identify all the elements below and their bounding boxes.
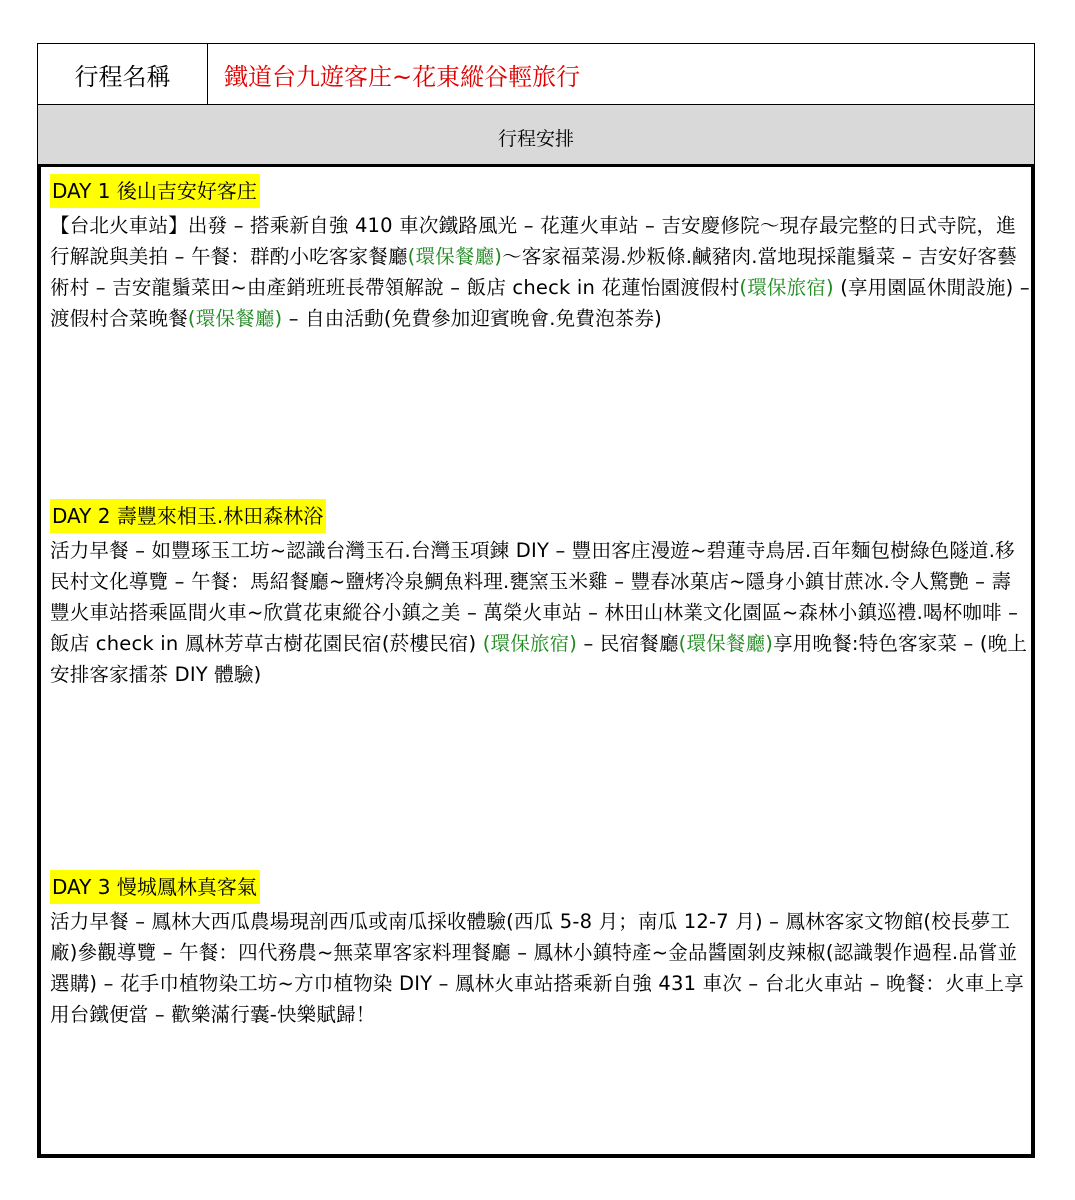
day-1-text: – 自由活動(免費參加迎賓晚會.免費泡茶券): [282, 307, 662, 330]
day-2-text: 享用晚餐:特色客家菜 – (晚上安排客家擂茶 DIY 體驗): [50, 632, 1028, 686]
day-3-heading: DAY 3 慢城鳳林真客氣: [50, 870, 260, 904]
day-1-eco-tag: (環保旅宿): [739, 276, 834, 299]
day-2-eco-tag: (環保餐廳): [678, 632, 774, 655]
day-3-description: [50, 906, 1030, 1030]
day-2-heading: DAY 2 壽豐來相玉.林田森林浴: [50, 499, 326, 533]
day-2-eco-tag: (環保旅宿): [482, 632, 578, 655]
itinerary-name-value: 鐵道台九遊客庄~花東縱谷輕旅行: [224, 62, 581, 91]
day-2-text: – 民宿餐廳: [577, 632, 679, 655]
schedule-content: [38, 167, 1034, 1157]
day-1-text: (享用園區休閒設施) – 渡假村合菜晚餐: [50, 276, 1030, 330]
day-1-text: 【台北火車站】出發 – 搭乘新自強 410 車次鐵路風光 – 花蓮火車站 – 吉安慶修院～現存最完整的日式寺院，進行解說與美拍 – 午餐：群酌小吃客家餐廳: [50, 214, 1016, 268]
day-1-block: [50, 174, 1030, 334]
day-1-heading: DAY 1 後山吉安好客庄: [50, 174, 260, 208]
itinerary-name-row: [38, 44, 1034, 105]
schedule-section-header: 行程安排: [38, 105, 1034, 167]
day-2-description: [50, 535, 1030, 690]
day-2-block: [50, 499, 1030, 690]
day-1-description: [50, 210, 1030, 334]
day-3-text: 活力早餐 – 鳳林大西瓜農場現剖西瓜或南瓜採收體驗(西瓜 5-8 月；南瓜 12-7 月) – 鳳林客家文物館(校長夢工廠)參觀導覽 – 午餐：四代務農~無菜單客家料理餐廳 – 鳳林小鎮特產~金品醬園剝皮辣椒(認識製作過程.品嘗並選購) – 花手巾植物染工坊~方巾植物染 DIY – 鳳林火車站搭乘新自強 431 車次 – 台北火車站 – 晚餐：火車上享用台鐵便當 – 歡樂滿行囊-快樂賦歸！: [50, 910, 1024, 1026]
itinerary-name-label: 行程名稱: [38, 44, 208, 104]
day-1-eco-tag: (環保餐廳): [407, 245, 503, 268]
day-1-text: ～客家福菜湯.炒粄條.鹹豬肉.當地現採龍鬚菜 – 吉安好客藝術村 – 吉安龍鬚菜田~由產銷班班長帶領解說 – 飯店 check in 花蓮怡園渡假村: [50, 245, 1017, 299]
day-2-text: 活力早餐 – 如豐琢玉工坊~認識台灣玉石.台灣玉項鍊 DIY – 豐田客庄漫遊~碧蓮寺鳥居.百年麵包樹綠色隧道.移民村文化導覽 – 午餐：馬紹餐廳~鹽烤冷泉鯛魚料理.甕窯玉米雞 – 豐春冰菓店~隱身小鎮甘蔗冰.令人驚艷 – 壽豐火車站搭乘區間火車~欣賞花東縱谷小鎮之美 – 萬榮火車站 – 林田山林業文化園區~森林小鎮巡禮.喝杯咖啡 – 飯店 check in 鳳林芳草古樹花園民宿(菸樓民宿): [50, 539, 1019, 655]
day-1-eco-tag: (環保餐廳): [187, 307, 283, 330]
itinerary-table: [37, 43, 1035, 1158]
day-3-block: [50, 870, 1030, 1030]
